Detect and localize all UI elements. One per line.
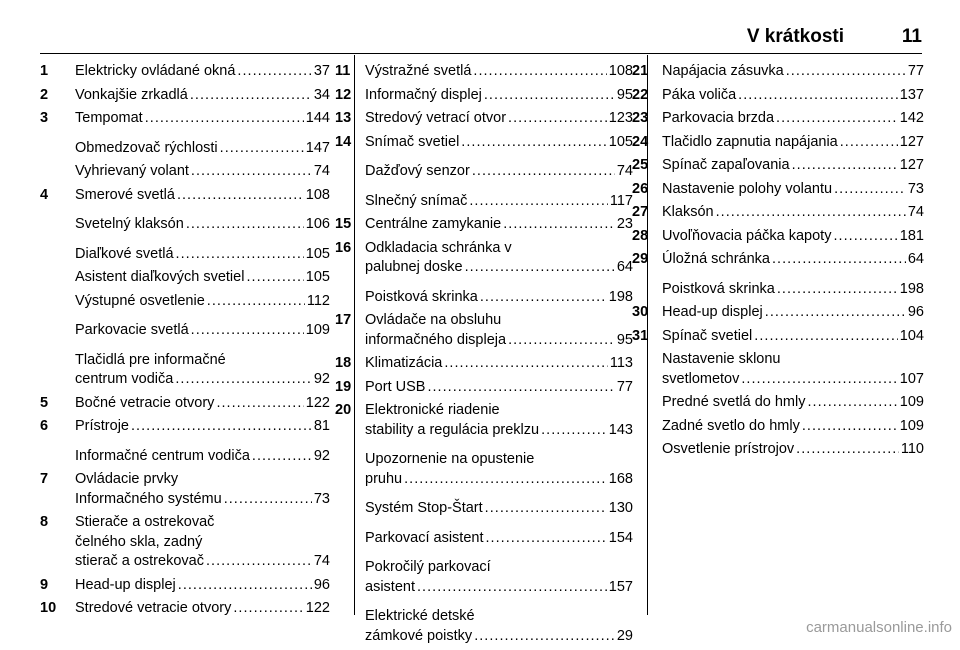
dot-leader	[508, 331, 615, 351]
entry-number: 16	[335, 239, 352, 256]
dot-leader	[716, 203, 906, 223]
entry-number: 19	[335, 378, 352, 395]
entry-page: 108	[608, 63, 633, 79]
entry-label: Ovládače na obsluhu	[365, 312, 502, 328]
entry-label: asistent	[365, 578, 415, 595]
index-entry	[40, 513, 330, 572]
entry-label: Snímač svetiel	[365, 133, 460, 150]
entry-label: Poistková skrinka	[662, 280, 775, 297]
dot-leader	[776, 109, 898, 129]
dot-leader	[191, 321, 304, 341]
index-entry	[632, 180, 924, 200]
entry-label: Vyhrievaný volant	[75, 163, 189, 179]
entry-label: Elektronické riadenie	[365, 402, 500, 418]
entry-number: 23	[632, 110, 649, 126]
entry-number: 21	[632, 63, 649, 79]
entry-label: Úložná schránka	[662, 251, 770, 267]
entry-label: Parkovací asistent	[365, 529, 484, 546]
entry-number: 29	[632, 251, 649, 267]
dot-leader	[485, 499, 607, 519]
entry-label: Nastavenie polohy volantu	[662, 180, 833, 197]
entry-label: Centrálne zamykanie	[365, 216, 502, 232]
entry-page: 109	[305, 322, 330, 338]
entry-page: 127	[899, 157, 924, 173]
entry-label: Parkovacia brzda	[662, 110, 775, 126]
dot-leader	[474, 627, 615, 647]
index-entry	[632, 133, 924, 153]
index-entry	[40, 109, 330, 129]
entry-label: Port USB	[365, 378, 426, 395]
index-entry	[75, 245, 330, 265]
dot-leader	[741, 370, 897, 390]
dot-leader	[177, 186, 304, 206]
index-entry	[75, 162, 330, 182]
entry-page: 122	[305, 394, 330, 411]
entry-label: Výstražné svetlá	[365, 63, 472, 79]
entry-number: 8	[40, 514, 49, 530]
entry-page: 137	[899, 86, 924, 103]
entry-page: 74	[313, 163, 330, 179]
entry-label: Stierače a ostrekovač	[75, 514, 215, 530]
entry-page: 117	[609, 192, 633, 209]
entry-number: 5	[40, 394, 49, 411]
dot-leader	[191, 162, 312, 182]
entry-page: 107	[899, 370, 924, 387]
entry-label: Diaľkové svetlá	[75, 245, 174, 262]
entry-page: 92	[313, 447, 330, 464]
page-title: V krátkosti	[746, 26, 844, 47]
dot-leader	[802, 417, 898, 437]
index-entry	[632, 203, 924, 223]
entry-label: Stredové vetracie otvory	[75, 600, 232, 616]
index-entry	[40, 599, 330, 619]
index-entry	[335, 401, 633, 440]
entry-page: 64	[616, 259, 633, 275]
entry-page: 113	[609, 355, 633, 371]
index-entry	[365, 529, 633, 549]
entry-number: 1	[40, 63, 49, 79]
entry-label: Osvetlenie prístrojov	[662, 441, 795, 457]
index-entry	[75, 139, 330, 159]
dot-leader	[480, 288, 607, 308]
entry-page: 77	[907, 63, 924, 79]
entry-page: 108	[305, 186, 330, 203]
entry-label: Páka voliča	[662, 86, 737, 103]
entry-page: 105	[305, 269, 330, 285]
entry-page: 37	[313, 63, 330, 79]
entry-label: Tlačidlo zapnutia napájania	[662, 133, 838, 150]
entry-page: 123	[608, 110, 633, 126]
entry-number: 2	[40, 86, 49, 103]
index-entry	[75, 215, 330, 235]
entry-label: Klaksón	[662, 204, 714, 220]
entry-page: 104	[899, 327, 924, 344]
entry-number: 28	[632, 227, 649, 244]
index-entry	[365, 192, 633, 212]
entry-number: 26	[632, 180, 649, 197]
entry-label: Svetelný klaksón	[75, 216, 184, 232]
entry-page: 109	[899, 417, 924, 434]
page-number: 11	[901, 26, 922, 47]
entry-label: Zadné svetlo do hmly	[662, 417, 800, 434]
entry-page: 73	[313, 490, 330, 507]
dot-leader	[224, 490, 312, 510]
entry-label: svetlometov	[662, 370, 740, 387]
entry-page: 105	[608, 133, 633, 150]
index-entry	[365, 499, 633, 519]
index-entry	[662, 280, 924, 300]
dot-leader	[792, 156, 898, 176]
entry-label: čelného skla, zadný	[75, 533, 203, 550]
entry-number: 3	[40, 110, 49, 126]
entry-label: Klimatizácia	[365, 355, 443, 371]
index-entry	[40, 86, 330, 106]
entry-label: Napájacia zásuvka	[662, 63, 784, 79]
entry-label: Ovládacie prvky	[75, 471, 179, 487]
dot-leader	[485, 529, 606, 549]
entry-page: 74	[313, 553, 330, 569]
index-entry	[335, 378, 633, 398]
index-entry	[632, 250, 924, 270]
entry-number: 22	[632, 86, 649, 103]
index-entry	[40, 417, 330, 437]
entry-page: 127	[899, 133, 924, 150]
entry-page: 23	[616, 216, 633, 232]
entry-label: Informačného systému	[75, 490, 222, 507]
entry-number: 15	[335, 216, 352, 232]
index-entry	[40, 394, 330, 414]
entry-label: Pokročilý parkovací	[365, 559, 491, 575]
entry-number: 6	[40, 418, 49, 434]
entry-label: Vonkajšie zrkadlá	[75, 86, 188, 103]
index-entry	[632, 86, 924, 106]
dot-leader	[216, 394, 303, 414]
index-entry	[75, 351, 330, 390]
entry-page: 106	[305, 216, 330, 232]
dot-leader	[772, 250, 906, 270]
entry-label: stierač a ostrekovač	[75, 553, 204, 569]
entry-label: Nastavenie sklonu	[662, 351, 781, 367]
entry-number: 27	[632, 204, 649, 220]
entry-number: 30	[632, 304, 649, 320]
entry-number: 18	[335, 355, 352, 371]
entry-label: Slnečný snímač	[365, 192, 468, 209]
dot-leader	[469, 192, 608, 212]
entry-number: 12	[335, 86, 352, 103]
dot-leader	[833, 227, 897, 247]
entry-label: Upozornenie na opustenie	[365, 451, 535, 467]
dot-leader	[796, 440, 899, 460]
entry-number: 10	[40, 600, 57, 616]
entry-page: 142	[899, 110, 924, 126]
entry-number: 20	[335, 402, 352, 418]
dot-leader	[145, 109, 304, 129]
entry-label: Spínač svetiel	[662, 327, 753, 344]
index-entry	[40, 576, 330, 596]
dot-leader	[417, 578, 607, 598]
entry-page: 105	[305, 245, 330, 262]
entry-page: 74	[616, 163, 633, 179]
entry-label: zámkové poistky	[365, 627, 473, 644]
entry-label: Spínač zapaľovania	[662, 157, 790, 173]
dot-leader	[508, 109, 607, 129]
entry-page: 96	[313, 576, 330, 593]
dot-leader	[472, 162, 615, 182]
entry-page: 198	[899, 280, 924, 297]
entry-number: 17	[335, 312, 352, 328]
entry-page: 92	[313, 371, 330, 387]
index-entry	[335, 239, 633, 278]
entry-page: 181	[899, 227, 924, 244]
index-entry	[662, 393, 924, 413]
entry-label: pruhu	[365, 470, 403, 487]
dot-leader	[834, 180, 906, 200]
entry-page: 64	[907, 251, 924, 267]
index-column-3	[632, 62, 924, 464]
entry-page: 198	[608, 288, 633, 305]
index-entry	[662, 350, 924, 389]
index-entry	[365, 607, 633, 646]
index-entry	[632, 156, 924, 176]
dot-leader	[404, 470, 607, 490]
entry-label: informačného displeja	[365, 331, 507, 348]
entry-label: Elektricky ovládané okná	[75, 63, 236, 79]
entry-page: 157	[608, 578, 633, 595]
dot-leader	[777, 280, 898, 300]
dot-leader	[503, 215, 615, 235]
index-entry	[75, 292, 330, 312]
dot-leader	[786, 62, 906, 82]
entry-page: 168	[608, 470, 633, 487]
entry-page: 130	[608, 500, 633, 516]
entry-label: Head-up displej	[75, 576, 176, 593]
dot-leader	[465, 258, 615, 278]
dot-leader	[765, 303, 906, 323]
index-entry	[335, 133, 633, 153]
index-entry	[75, 447, 330, 467]
entry-number: 14	[335, 133, 352, 150]
dot-leader	[207, 292, 305, 312]
entry-page: 154	[608, 529, 633, 546]
index-entry	[335, 62, 633, 82]
index-entry	[40, 470, 330, 509]
index-entry	[335, 354, 633, 374]
entry-label: Bočné vetracie otvory	[75, 394, 215, 411]
dot-leader	[807, 393, 897, 413]
dot-leader	[206, 552, 312, 572]
entry-page: 110	[900, 441, 924, 457]
index-entry	[632, 303, 924, 323]
entry-page: 143	[608, 421, 633, 438]
index-entry	[335, 311, 633, 350]
index-entry	[632, 327, 924, 347]
dot-leader	[427, 378, 614, 398]
dot-leader	[186, 215, 304, 235]
dot-leader	[252, 447, 312, 467]
page-header	[40, 26, 922, 52]
index-entry	[75, 321, 330, 341]
dot-leader	[190, 86, 312, 106]
dot-leader	[246, 268, 303, 288]
entry-page: 112	[306, 292, 330, 309]
index-entry	[632, 109, 924, 129]
index-entry	[335, 86, 633, 106]
entry-number: 31	[632, 327, 649, 344]
dot-leader	[484, 86, 615, 106]
entry-number: 11	[335, 63, 351, 79]
entry-page: 29	[616, 627, 633, 644]
entry-label: Predné svetlá do hmly	[662, 394, 806, 410]
index-entry	[335, 215, 633, 235]
index-entry	[632, 227, 924, 247]
entry-page: 34	[313, 86, 330, 103]
index-entry	[335, 109, 633, 129]
entry-page: 147	[305, 139, 330, 156]
entry-label: Smerové svetlá	[75, 186, 175, 203]
entry-label: Obmedzovač rýchlosti	[75, 139, 218, 156]
entry-label: Dažďový senzor	[365, 163, 470, 179]
entry-page: 95	[616, 86, 633, 103]
index-entry	[365, 288, 633, 308]
entry-number: 7	[40, 471, 49, 487]
entry-page: 81	[313, 418, 330, 434]
dot-leader	[233, 599, 303, 619]
entry-page: 77	[616, 378, 633, 395]
entry-label: Prístroje	[75, 418, 129, 434]
entry-label: Informačné centrum vodiča	[75, 447, 250, 464]
index-entry	[40, 186, 330, 206]
entry-label: Výstupné osvetlenie	[75, 292, 205, 309]
entry-page: 74	[907, 204, 924, 220]
dot-leader	[444, 354, 608, 374]
entry-label: Head-up displej	[662, 304, 763, 320]
index-entry	[662, 417, 924, 437]
index-entry	[365, 450, 633, 489]
dot-leader	[176, 245, 304, 265]
entry-number: 25	[632, 157, 649, 173]
entry-label: Tlačidlá pre informačné	[75, 351, 226, 368]
entry-label: Stredový vetrací otvor	[365, 110, 507, 126]
index-entry	[40, 62, 330, 82]
dot-leader	[237, 62, 311, 82]
entry-number: 24	[632, 133, 649, 150]
dot-leader	[754, 327, 898, 347]
index-column-2	[335, 62, 633, 650]
dot-leader	[541, 421, 607, 441]
entry-number: 9	[40, 576, 49, 593]
entry-number: 13	[335, 110, 352, 126]
entry-number: 4	[40, 186, 49, 203]
dot-leader	[175, 370, 312, 390]
index-entry	[662, 440, 924, 460]
entry-label: Uvoľňovacia páčka kapoty	[662, 227, 832, 244]
dot-leader	[178, 576, 312, 596]
entry-label: palubnej doske	[365, 259, 463, 275]
index-entry	[365, 558, 633, 597]
watermark-text: carmanualsonline.info	[806, 619, 952, 636]
entry-label: Tempomat	[75, 110, 143, 126]
index-entry	[365, 162, 633, 182]
entry-page: 73	[907, 180, 924, 197]
index-entry	[632, 62, 924, 82]
entry-label: centrum vodiča	[75, 371, 174, 387]
entry-page: 96	[907, 304, 924, 320]
dot-leader	[840, 133, 898, 153]
entry-label: Informačný displej	[365, 86, 482, 103]
entry-label: Odkladacia schránka v	[365, 239, 512, 256]
index-column-1	[40, 62, 330, 623]
dot-leader	[738, 86, 898, 106]
entry-page: 109	[899, 394, 924, 410]
dot-leader	[473, 62, 606, 82]
entry-page: 95	[616, 331, 633, 348]
entry-label: stability a regulácia preklzu	[365, 421, 540, 438]
dot-leader	[220, 139, 304, 159]
entry-label: Asistent diaľkových svetiel	[75, 269, 245, 285]
entry-label: Systém Stop-Štart	[365, 500, 483, 516]
index-entry	[75, 268, 330, 288]
entry-page: 122	[305, 600, 330, 616]
entry-label: Parkovacie svetlá	[75, 322, 189, 338]
entry-label: Elektrické detské	[365, 608, 475, 624]
dot-leader	[461, 133, 607, 153]
entry-label: Poistková skrinka	[365, 288, 478, 305]
dot-leader	[131, 417, 312, 437]
header-rule	[40, 53, 922, 54]
entry-page: 144	[305, 110, 330, 126]
